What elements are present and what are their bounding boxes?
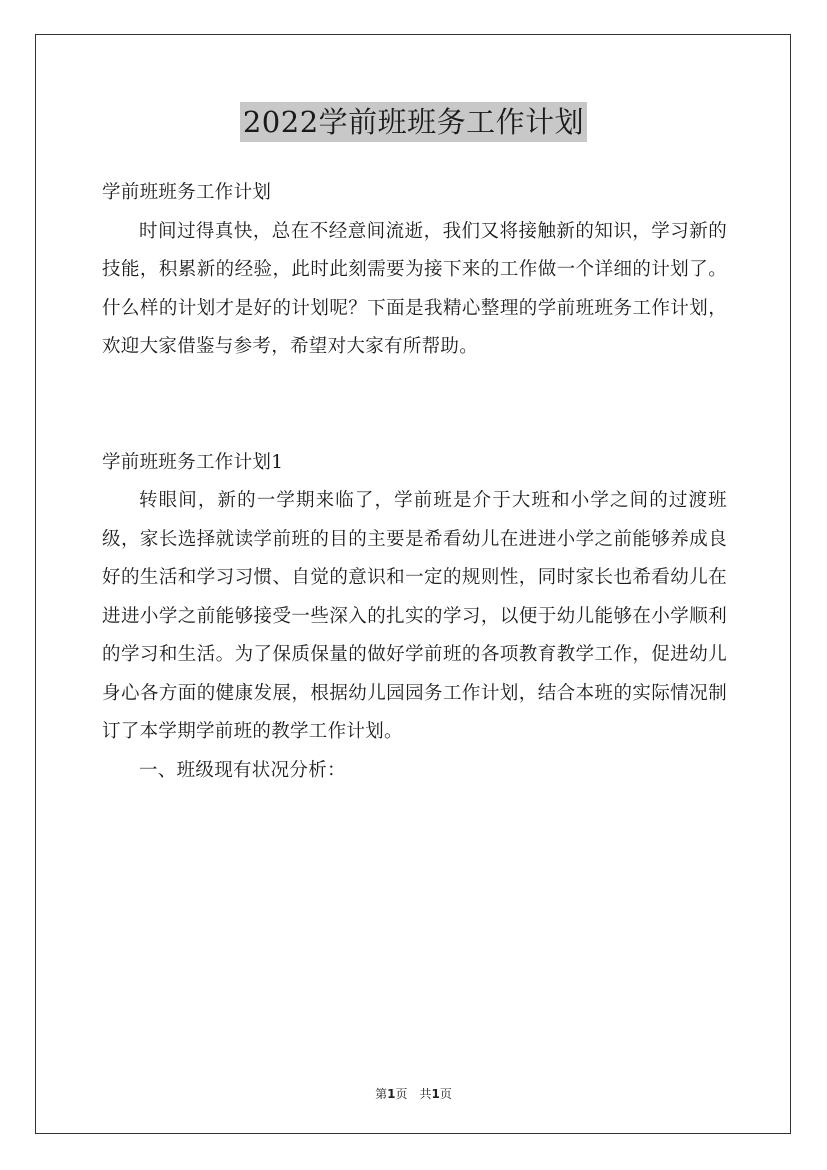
document-body (102, 174, 727, 790)
intro-paragraph: 时间过得真快，总在不经意间流逝，我们又将接触新的知识，学习新的技能，积累新的经验，此时此刻需要为接下来的工作做一个详细的计划了。什么样的计划才是好的计划呢？下面是我精心整理的学前班班务工作计划，欢迎大家借鉴与参考，希望对大家有所帮助。 (102, 220, 727, 357)
paragraph-spacer (102, 367, 727, 444)
document-title-text: 2022学前班班务工作计划 (240, 102, 587, 142)
footer-page-current: 1 (387, 1087, 396, 1101)
footer-page-prefix: 第 (375, 1087, 388, 1101)
footer-page-total: 1 (431, 1087, 440, 1101)
document-title (0, 102, 827, 142)
section-heading-1: 学前班班务工作计划1 (102, 451, 284, 473)
footer-page-mid: 页 共 (395, 1087, 432, 1101)
section-1-paragraph: 转眼间，新的一学期来临了，学前班是介于大班和小学之间的过渡班级，家长选择就读学前班的目的主要是希看幼儿在进进小学之前能够养成良好的生活和学习习惯、自觉的意识和一定的规则性，同时家长也希看幼儿在进进小学之前能够接受一些深入的扎实的学习，以便于幼儿能够在小学顺利的学习和生活。为了保质保量的做好学前班的各项教育教学工作，促进幼儿身心各方面的健康发展，根据幼儿园园务工作计划，结合本班的实际情况制订了本学期学前班的教学工作计划。 (102, 490, 727, 742)
subheading-class-analysis: 一、班级现有状况分析： (139, 759, 346, 781)
footer-page-suffix: 页 (439, 1087, 452, 1101)
page-footer (0, 1085, 827, 1102)
document-subtitle: 学前班班务工作计划 (102, 182, 272, 203)
